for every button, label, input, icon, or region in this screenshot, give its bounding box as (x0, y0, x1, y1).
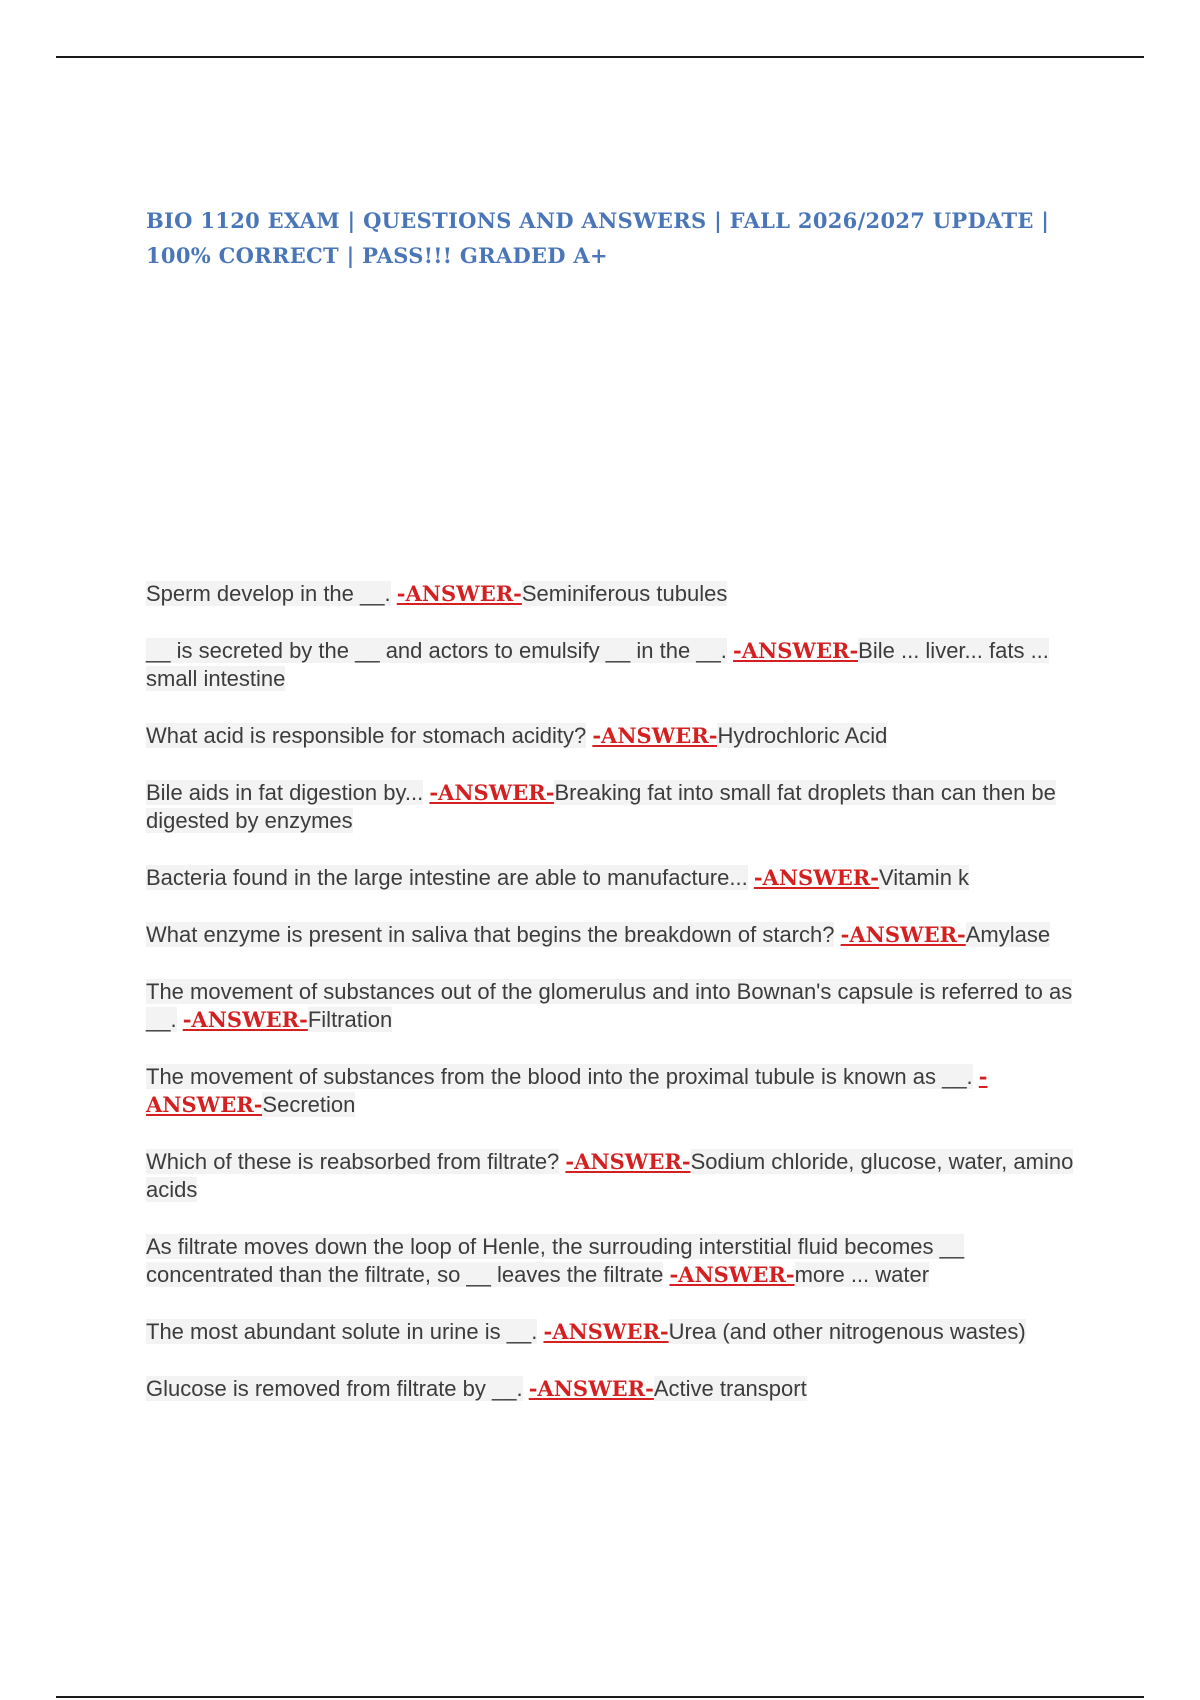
qa-item (146, 637, 1076, 693)
qa-item (146, 779, 1076, 835)
answer-text: Seminiferous tubules (521, 581, 728, 606)
answer-text: Urea (and other nitrogenous wastes) (668, 1319, 1026, 1344)
answer-text: Sodium chloride, glucose, water, amino acids (146, 1149, 1074, 1202)
answer-marker: -ANSWER- (146, 1064, 988, 1117)
qa-item (146, 1375, 1076, 1403)
answer-text: more ... water (794, 1262, 930, 1287)
question-text: The most abundant solute in urine is __. (146, 1319, 538, 1344)
qa-item (146, 864, 1076, 892)
question-text: Bacteria found in the large intestine are able to manufacture... (146, 865, 748, 890)
answer-marker: -ANSWER- (753, 865, 879, 890)
answer-marker: -ANSWER- (429, 780, 555, 805)
answer-marker: -ANSWER- (565, 1149, 691, 1174)
question-text: What enzyme is present in saliva that begins the breakdown of starch? (146, 922, 835, 947)
answer-marker: -ANSWER- (396, 581, 522, 606)
question-text: __ is secreted by the __ and actors to emulsify __ in the __. (146, 638, 727, 663)
question-text: Which of these is reabsorbed from filtrate? (146, 1149, 560, 1174)
answer-marker: -ANSWER- (733, 638, 859, 663)
answer-text: Amylase (965, 922, 1051, 947)
question-text: What acid is responsible for stomach acidity? (146, 723, 587, 748)
answer-text: Vitamin k (878, 865, 970, 890)
qa-item (146, 1148, 1076, 1204)
qa-item (146, 921, 1076, 949)
question-text: The movement of substances out of the glomerulus and into Bownan's capsule is referred to as __. (146, 979, 1073, 1032)
answer-text: Hydrochloric Acid (717, 723, 888, 748)
answer-text: Bile ... liver... fats ... small intestine (146, 638, 1049, 691)
answer-marker: -ANSWER- (528, 1376, 654, 1401)
answer-text: Secretion (262, 1092, 356, 1117)
qa-list (146, 580, 1076, 1432)
answer-text: Active transport (653, 1376, 807, 1401)
qa-item (146, 580, 1076, 608)
header-rule (56, 56, 1144, 58)
qa-item (146, 1318, 1076, 1346)
answer-marker: -ANSWER- (543, 1319, 669, 1344)
answer-text: Filtration (307, 1007, 393, 1032)
qa-item (146, 722, 1076, 750)
qa-item (146, 1233, 1076, 1289)
question-text: Glucose is removed from filtrate by __. (146, 1376, 523, 1401)
answer-marker: -ANSWER- (182, 1007, 308, 1032)
answer-marker: -ANSWER- (669, 1262, 795, 1287)
answer-marker: -ANSWER- (592, 723, 718, 748)
qa-item (146, 978, 1076, 1034)
question-text: The movement of substances from the blood into the proximal tubule is known as __. (146, 1064, 973, 1089)
footer-rule (56, 1696, 1144, 1698)
question-text: As filtrate moves down the loop of Henle, the surrouding interstitial fluid becomes __ concentrated than the filtrate, so __ leaves the filtrate (146, 1234, 965, 1287)
qa-item (146, 1063, 1076, 1119)
question-text: Bile aids in fat digestion by... (146, 780, 424, 805)
document-title: BIO 1120 EXAM | QUESTIONS AND ANSWERS | FALL 2026/2027 UPDATE | 100% CORRECT | PASS!!! GRADED A+ (146, 208, 1050, 268)
answer-marker: -ANSWER- (840, 922, 966, 947)
answer-text: Breaking fat into small fat droplets than can then be digested by enzymes (146, 780, 1056, 833)
question-text: Sperm develop in the __. (146, 581, 391, 606)
